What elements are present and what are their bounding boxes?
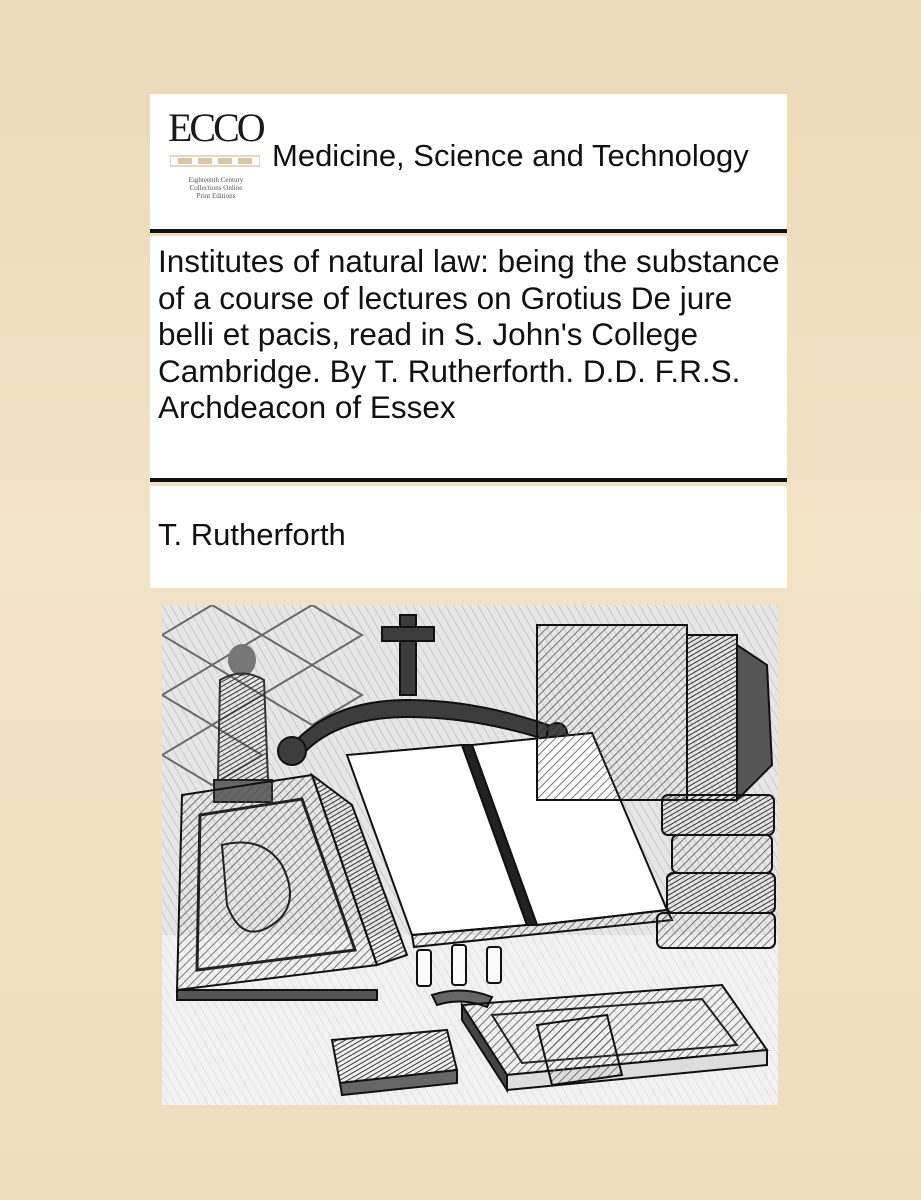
series-title: Medicine, Science and Technology: [272, 138, 749, 173]
book-title: Institutes of natural law: being the substance of a course of lectures on Grotius De jure belli et pacis, read in S. John's College Cambridge. By T. Rutherforth. D.D. F.R.S. Archdeacon of Essex: [158, 243, 780, 425]
ecco-logo: [168, 104, 268, 212]
logo-caption: [174, 176, 258, 200]
author-name: T. Rutherforth: [158, 517, 346, 552]
divider-rule: [150, 478, 787, 482]
books-still-life-engraving-icon: [162, 605, 778, 1105]
logo-caption-line: Eighteenth Century: [188, 176, 244, 184]
logo-letters: ECCO: [168, 105, 263, 150]
logo-ornament-icon: [170, 154, 260, 168]
logo-caption-line: Collections Online: [189, 184, 243, 192]
cover-engraving-illustration: [162, 605, 778, 1105]
divider-rule: [150, 229, 787, 233]
logo-caption-line: Print Editions: [196, 192, 236, 200]
